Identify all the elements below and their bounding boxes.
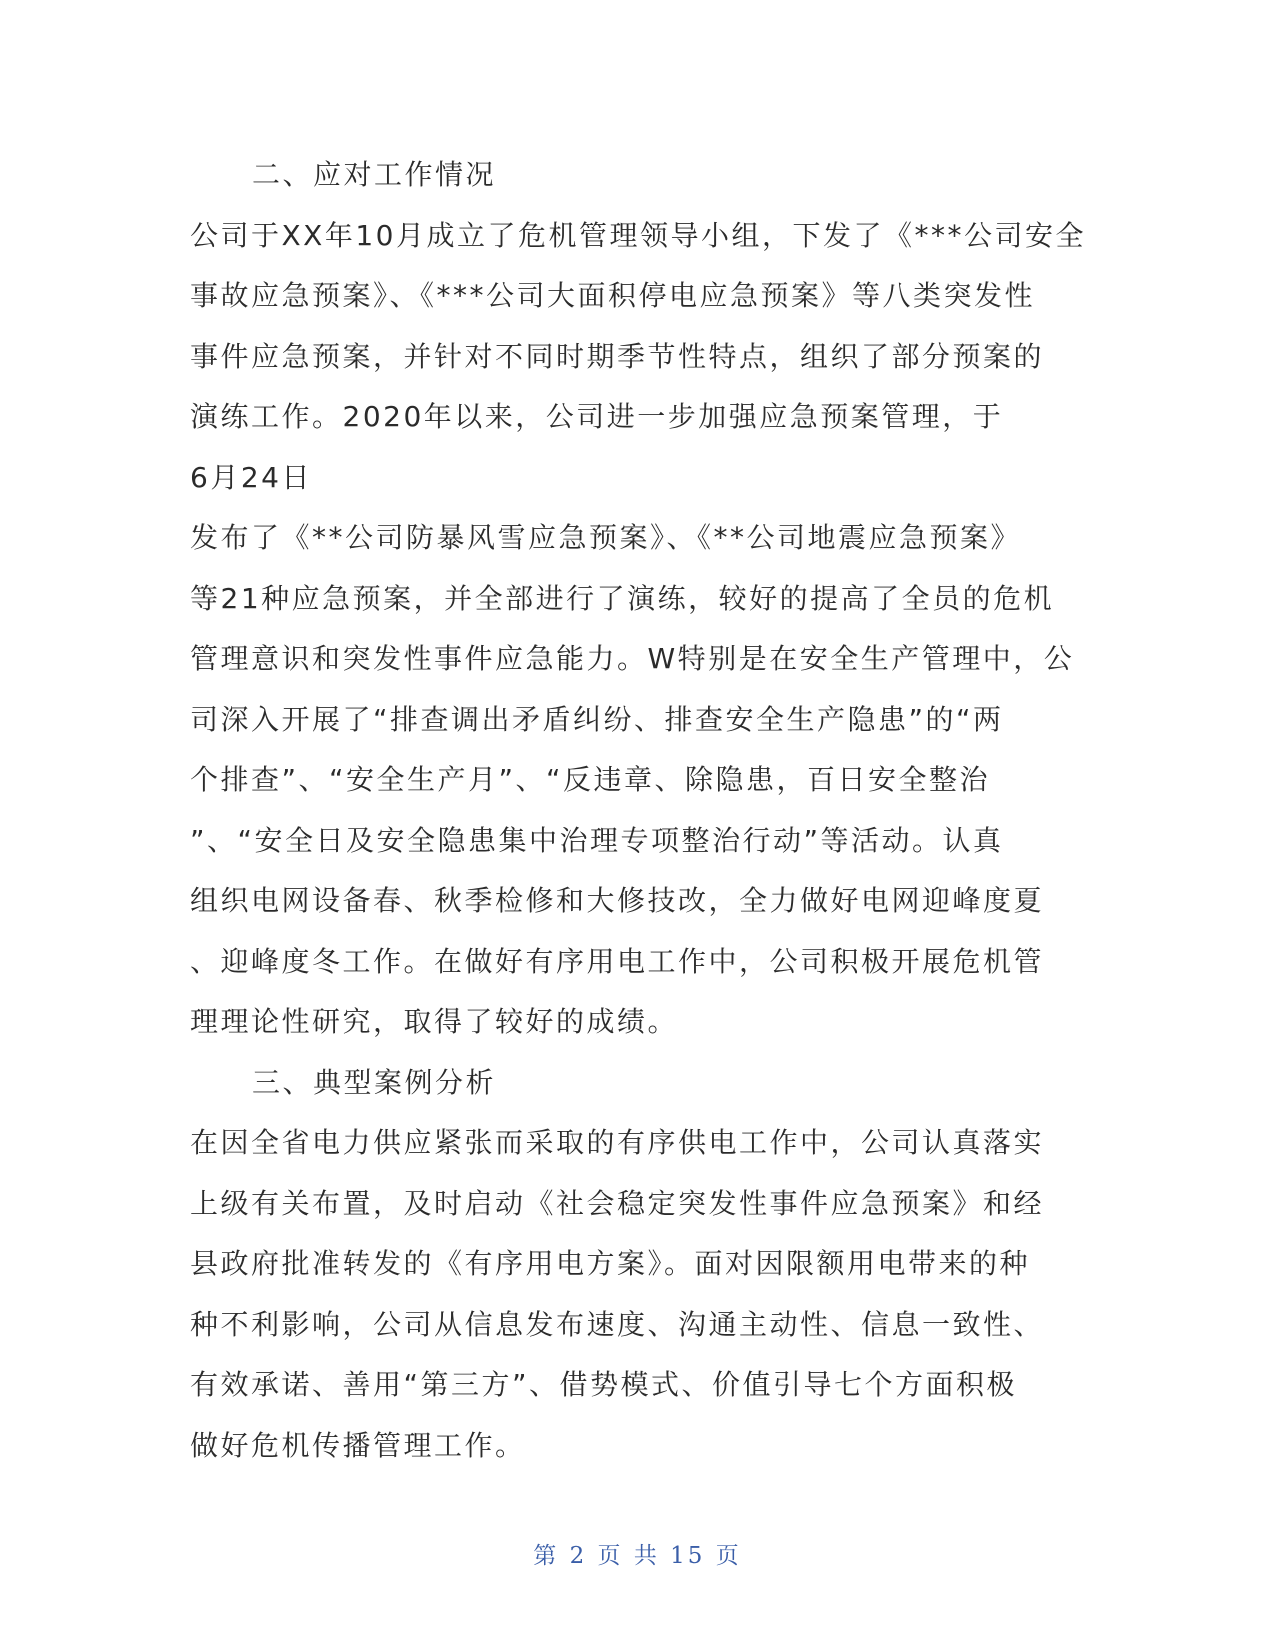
section-heading: 二、应对工作情况	[252, 158, 497, 191]
paragraph-line: 种不利影响，公司从信息发布速度、沟通主动性、信息一致性、	[190, 1307, 1045, 1341]
section-heading: 三、典型案例分析	[252, 1065, 497, 1099]
paragraph-line: 管理意识和突发性事件应急能力。W特别是在安全生产管理中，公	[190, 642, 1075, 675]
paragraph-line: 理理论性研究，取得了较好的成绩。	[190, 1005, 679, 1038]
paragraph-line: 做好危机传播管理工作。	[190, 1428, 526, 1462]
paragraph-line: 上级有关布置，及时启动《社会稳定突发性事件应急预案》和经	[190, 1186, 1045, 1220]
document-body	[190, 145, 1085, 1476]
paragraph-line: 、迎峰度冬工作。在做好有序用电工作中，公司积极开展危机管	[190, 944, 1045, 978]
paragraph-line: 公司于XX年10月成立了危机管理领导小组，下发了《***公司安全	[190, 218, 1086, 252]
paragraph-line: 县政府批准转发的《有序用电方案》。面对因限额用电带来的种	[190, 1247, 1031, 1280]
paragraph-line: 组织电网设备春、秋季检修和大修技改，全力做好电网迎峰度夏	[190, 884, 1045, 917]
paragraph-line: 事件应急预案，并针对不同时期季节性特点，组织了部分预案的	[190, 339, 1045, 373]
paragraph-line: ”、“安全日及安全隐患集中治理专项整治行动”等活动。认真	[190, 823, 1004, 857]
paragraph-line: 事故应急预案》、《***公司大面积停电应急预案》等八类突发性	[190, 279, 1036, 312]
paragraph-line: 个排查”、“安全生产月”、“反违章、除隐患，百日安全整治	[190, 763, 991, 796]
page-number: 第 2 页 共 15 页	[533, 1543, 742, 1569]
paragraph-line: 有效承诺、善用“第三方”、借势模式、价值引导七个方面积极	[190, 1368, 1018, 1401]
paragraph-line: 在因全省电力供应紧张而采取的有序供电工作中，公司认真落实	[190, 1126, 1045, 1159]
paragraph-line: 发布了《**公司防暴风雪应急预案》、《**公司地震应急预案》	[190, 521, 1022, 554]
paragraph-line: 6月24日	[190, 460, 312, 494]
paragraph-line: 演练工作。2020年以来，公司进一步加强应急预案管理，于	[190, 400, 1004, 433]
paragraph-line: 司深入开展了“排查调出矛盾纠纷、排查安全生产隐患”的“两	[190, 702, 1004, 736]
paragraph-line: 等21种应急预案，并全部进行了演练，较好的提高了全员的危机	[190, 581, 1055, 615]
